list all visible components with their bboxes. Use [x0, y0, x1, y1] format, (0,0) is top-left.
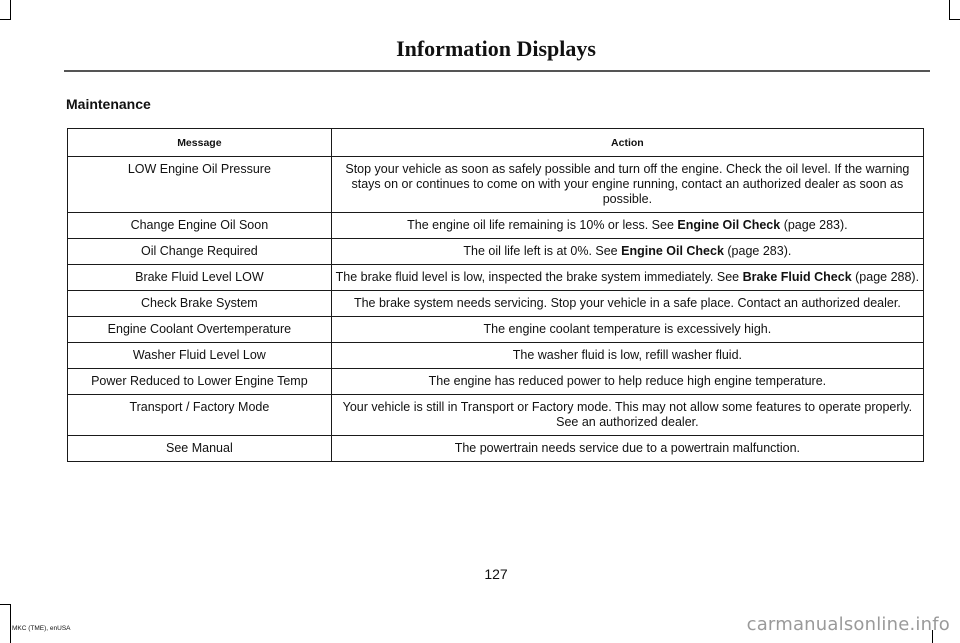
message-cell: Oil Change Required	[68, 239, 332, 265]
maintenance-table	[67, 128, 924, 462]
message-cell: LOW Engine Oil Pressure	[68, 157, 332, 213]
table-header-row	[68, 129, 924, 157]
message-cell: Engine Coolant Overtemperature	[68, 317, 332, 343]
action-text: The engine oil life remaining is 10% or less. See	[407, 218, 678, 232]
crop-mark	[0, 19, 11, 20]
action-cell: The engine coolant temperature is excessively high.	[331, 317, 923, 343]
action-cell: Stop your vehicle as soon as safely possible and turn off the engine. Check the oil level. If the warning stays on or continues to come on with your engine running, contact an authorized dealer as soon as possible.	[331, 157, 923, 213]
table-row	[68, 239, 924, 265]
page-reference: (page 283).	[723, 244, 792, 258]
action-cell	[331, 265, 923, 291]
table-row	[68, 369, 924, 395]
table-row	[68, 157, 924, 213]
action-cell: The powertrain needs service due to a powertrain malfunction.	[331, 436, 923, 462]
action-cell: The engine has reduced power to help reduce high engine temperature.	[331, 369, 923, 395]
column-header-action: Action	[331, 129, 923, 157]
table-row	[68, 395, 924, 436]
table-row	[68, 436, 924, 462]
table-row	[68, 213, 924, 239]
crop-mark	[10, 604, 11, 643]
cross-reference-link[interactable]: Engine Oil Check	[621, 244, 724, 258]
action-cell	[331, 213, 923, 239]
table-row	[68, 343, 924, 369]
header-rule	[64, 70, 930, 72]
message-cell: Change Engine Oil Soon	[68, 213, 332, 239]
action-text: The oil life left is at 0%. See	[463, 244, 622, 258]
section-title: Maintenance	[66, 96, 151, 112]
action-cell: The brake system needs servicing. Stop your vehicle in a safe place. Contact an authorized dealer.	[331, 291, 923, 317]
message-cell: Transport / Factory Mode	[68, 395, 332, 436]
page-number: 127	[484, 566, 508, 582]
table-row	[68, 317, 924, 343]
message-cell: See Manual	[68, 436, 332, 462]
message-cell: Washer Fluid Level Low	[68, 343, 332, 369]
header-title: Information Displays	[396, 36, 596, 61]
page-reference: (page 283).	[780, 218, 848, 232]
message-cell: Check Brake System	[68, 291, 332, 317]
crop-mark	[10, 0, 11, 20]
crop-mark	[949, 19, 960, 20]
action-cell: The washer fluid is low, refill washer fluid.	[331, 343, 923, 369]
column-header-message: Message	[68, 129, 332, 157]
cross-reference-link[interactable]: Engine Oil Check	[677, 218, 781, 232]
action-cell: Your vehicle is still in Transport or Factory mode. This may not allow some features to operate properly. See an authorized dealer.	[331, 395, 923, 436]
watermark-logo: carmanualsonline.info	[746, 614, 950, 635]
cross-reference-link[interactable]: Brake Fluid Check	[742, 270, 852, 284]
table-row	[68, 265, 924, 291]
crop-mark	[949, 0, 950, 20]
message-cell: Brake Fluid Level LOW	[68, 265, 332, 291]
message-cell: Power Reduced to Lower Engine Temp	[68, 369, 332, 395]
footer-code: MKC (TME), enUSA	[12, 625, 71, 632]
action-cell	[331, 239, 923, 265]
crop-mark	[0, 604, 11, 605]
action-text: The brake fluid level is low, inspected the brake system immediately. See	[335, 270, 743, 284]
table-row	[68, 291, 924, 317]
page-reference: (page 288).	[851, 270, 920, 284]
